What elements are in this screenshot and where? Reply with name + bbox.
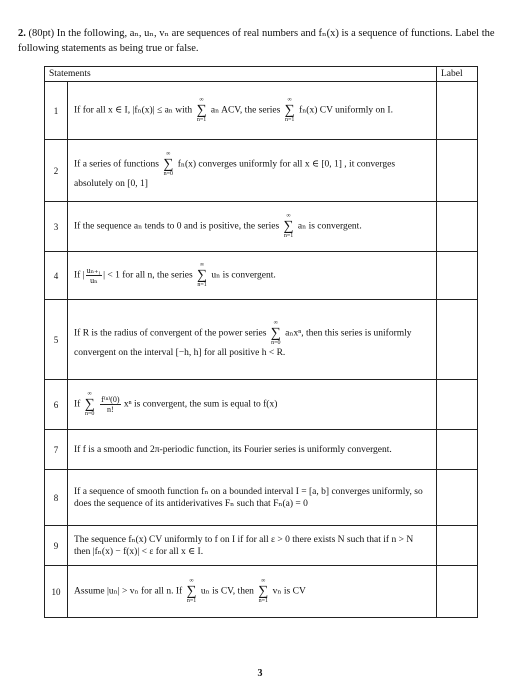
sigma-glyph: ∑ [163,157,174,172]
fraction-numerator: uₙ₊₁ [86,266,102,275]
statement-fragment: aₙxⁿ, then this series is uniformly convergent on the interval [−h, h] for all positive h < R. [74,328,412,358]
statement-row [45,566,478,618]
statement-row [45,526,478,566]
summation-symbol [285,97,295,124]
statement-text [68,202,437,252]
sum-lower-limit: n=0 [271,340,281,346]
sum-lower-limit: n=1 [186,598,197,604]
label-cell[interactable] [437,470,478,526]
sum-lower-limit: n=1 [284,117,295,123]
summation-symbol [258,578,268,605]
statement-number: 2 [45,140,68,202]
sum-upper-limit: ∞ [189,578,194,584]
statement-fragment: uₙ is CV, then [200,586,254,597]
statement-fragment: If [74,399,81,410]
statement-number: 10 [45,566,68,618]
statement-fragment: If R is the radius of convergent of the power series [74,328,267,339]
statement-fragment: If | [74,270,85,281]
statement-fragment: aₙ ACV, the series [210,105,281,116]
sigma-glyph: ∑ [196,103,207,118]
sum-lower-limit: n=1 [283,233,294,239]
summation-symbol [85,391,95,418]
sum-upper-limit: ∞ [286,213,291,219]
label-cell[interactable] [437,252,478,300]
sigma-glyph: ∑ [270,326,281,341]
fraction-denominator: n! [106,405,114,414]
statement-row [45,140,478,202]
label-cell[interactable] [437,526,478,566]
sum-lower-limit: n=1 [258,598,268,604]
statement-number: 4 [45,252,68,300]
ratio-fraction [86,266,102,285]
label-cell[interactable] [437,380,478,430]
statement-fragment: Assume |uₙ| > vₙ for all n. If [74,586,183,597]
summation-symbol [187,578,197,605]
statement-fragment: If the sequence aₙ tends to 0 and is positive, the series [74,221,280,232]
label-header: Label [437,67,478,82]
statement-row [45,470,478,526]
statement-row [45,380,478,430]
label-cell[interactable] [437,202,478,252]
summation-symbol [284,213,294,240]
question-text: In the following, aₙ, uₙ, vₙ are sequences of real numbers and fₙ(x) is a sequence of functions. Label the following statements as being true or false. [18,28,495,54]
statement-row [45,252,478,300]
label-cell[interactable] [437,140,478,202]
sigma-glyph: ∑ [84,397,95,412]
sum-lower-limit: n=0 [163,171,174,177]
question-points: (80pt) [28,28,55,39]
statement-row [45,82,478,140]
page-number: 3 [257,668,263,679]
taylor-fraction [100,395,120,414]
sigma-glyph: ∑ [186,584,197,599]
label-cell[interactable] [437,300,478,380]
label-cell[interactable] [437,82,478,140]
statement-number: 9 [45,526,68,566]
table-header-row [45,67,478,82]
question-intro [18,26,506,56]
sigma-glyph: ∑ [284,103,295,118]
statement-text [68,380,437,430]
statement-fragment: If for all x ∈ I, |fₙ(x)| ≤ aₙ with [74,105,193,116]
statement-fragment: aₙ is convergent. [297,221,362,232]
sum-upper-limit: ∞ [199,262,205,268]
summation-symbol [197,262,207,289]
sigma-glyph: ∑ [283,219,294,234]
sum-upper-limit: ∞ [199,97,204,103]
summation-symbol [163,151,173,178]
statement-row [45,300,478,380]
sum-lower-limit: n=1 [197,282,207,288]
fraction-numerator: f⁽ⁿ⁾(0) [101,395,120,404]
statement-fragment: If a series of functions [74,159,159,170]
statement-number: 8 [45,470,68,526]
sum-upper-limit: ∞ [87,391,92,397]
statement-fragment: xⁿ is convergent, the sum is equal to f(x) [123,399,278,410]
statement-number: 7 [45,430,68,470]
question-number: 2. [18,28,26,39]
statement-fragment: uₙ is convergent. [211,270,276,281]
label-cell[interactable] [437,430,478,470]
statement-text: The sequence fₙ(x) CV uniformly to f on I if for all ε > 0 there exists N such that if n > N then |fₙ(x) − f(x)| < ε for all x ∈ I. [68,526,437,566]
label-cell[interactable] [437,566,478,618]
statement-number: 6 [45,380,68,430]
sum-upper-limit: ∞ [287,97,292,103]
sum-lower-limit: n=1 [196,117,207,123]
statement-row [45,430,478,470]
sigma-glyph: ∑ [197,268,208,283]
statement-fragment: vₙ is CV [272,586,306,597]
fraction-denominator: uₙ [90,276,98,285]
statement-number: 5 [45,300,68,380]
statement-row [45,202,478,252]
statement-text: If a sequence of smooth function fₙ on a bounded interval I = [a, b] converges uniformly, so does the sequence of its antiderivatives Fₙ such that Fₙ(a) = 0 [68,470,437,526]
statements-table [44,66,478,618]
sigma-glyph: ∑ [258,584,269,599]
statement-number: 3 [45,202,68,252]
sum-lower-limit: n=0 [85,411,95,417]
statement-text: If f is a smooth and 2π-periodic function, its Fourier series is uniformly convergent. [68,430,437,470]
sum-upper-limit: ∞ [273,320,278,326]
statement-fragment: | < 1 for all n, the series [103,270,193,281]
statement-text [68,82,437,140]
statement-fragment: fₙ(x) CV uniformly on I. [299,105,393,116]
summation-symbol [197,97,207,124]
statement-text [68,300,437,380]
sum-upper-limit: ∞ [261,578,266,584]
statement-number: 1 [45,82,68,140]
statements-header: Statements [45,67,437,82]
sum-upper-limit: ∞ [166,151,171,157]
statement-text [68,140,437,202]
statement-text [68,566,437,618]
statement-text [68,252,437,300]
statement-fragment: fₙ(x) converges uniformly for all x ∈ [0, 1] , it converges absolutely on [0, 1] [74,159,396,189]
summation-symbol [271,320,281,347]
